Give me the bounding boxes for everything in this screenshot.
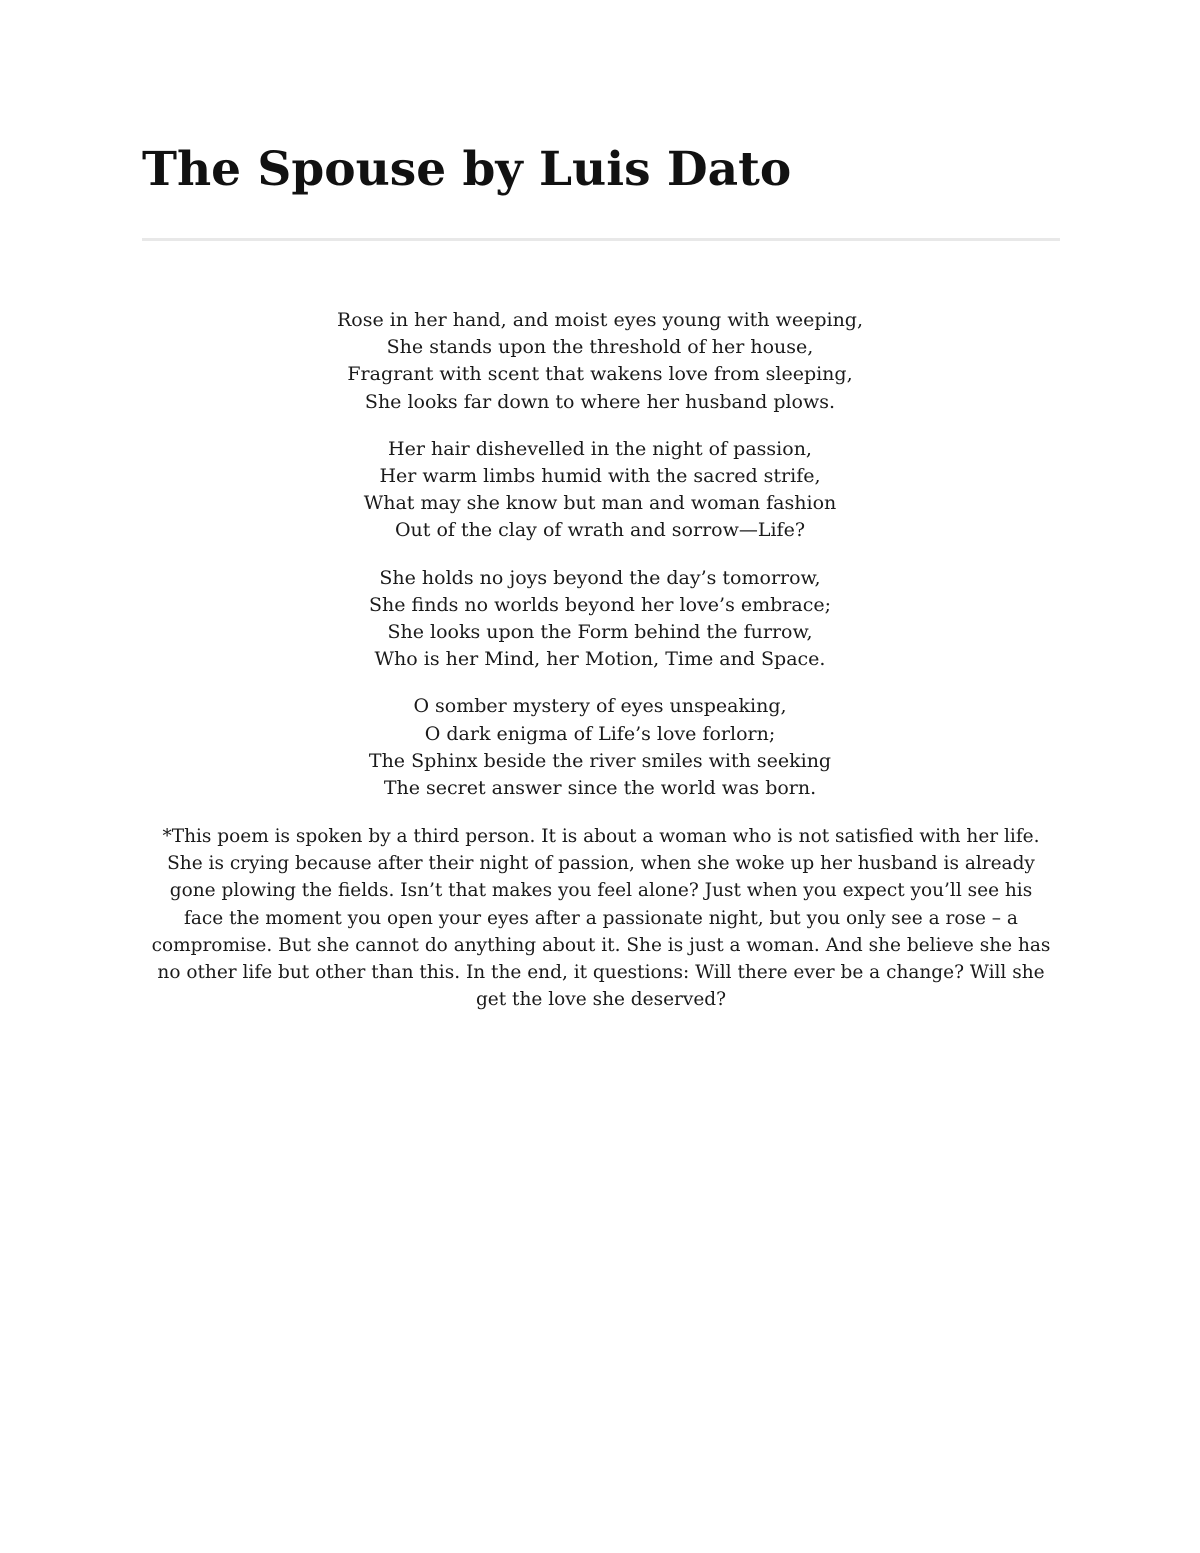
poem-line: She looks upon the Form behind the furrow, xyxy=(387,621,813,644)
poem-line: She finds no worlds beyond her love’s embrace; xyxy=(369,593,831,616)
poem-line: Fragrant with scent that wakens love from sleeping, xyxy=(347,363,853,386)
poem-line: Who is her Mind, her Motion, Time and Space. xyxy=(374,648,826,671)
poem-line: Her warm limbs humid with the sacred strife, xyxy=(379,465,821,488)
poem-line: Rose in her hand, and moist eyes young with weeping, xyxy=(336,309,864,331)
poem-line: Out of the clay of wrath and sorrow—Life? xyxy=(394,519,806,542)
poem-line: She stands upon the threshold of her house, xyxy=(386,336,814,359)
poem-analysis-note: *This poem is spoken by a third person. It is about a woman who is not satisfied with her life. She is crying because after their night of passion, when she woke up her husband is already gone plowing the fields. Isn’t that makes you feel alone? Just when you expect you’ll see his face the moment you open your eyes after a passionate night, but you only see a rose – a compromise. But she cannot do anything about it. She is just a woman. And she believe she has no other life but other than this. In the end, it questions: Will there ever be a change? Will she get the love she deserved? xyxy=(151,826,1051,1011)
stanza xyxy=(190,436,1010,545)
title-divider xyxy=(142,238,1060,241)
poem-line: Her hair dishevelled in the night of passion, xyxy=(388,437,812,460)
stanza xyxy=(190,307,1010,416)
poem-line: O dark enigma of Life’s love forlorn; xyxy=(424,722,776,745)
stanza xyxy=(190,565,1010,674)
stanza xyxy=(190,693,1010,802)
poem-line: The secret answer since the world was born. xyxy=(383,777,817,800)
page-title: The Spouse by Luis Dato xyxy=(142,142,792,197)
poem-line: O somber mystery of eyes unspeaking, xyxy=(413,695,787,718)
poem-line: The Sphinx beside the river smiles with seeking xyxy=(368,749,832,772)
poem-body xyxy=(190,307,1010,822)
poem-line: She holds no joys beyond the day’s tomorrow, xyxy=(379,566,821,589)
poem-line: What may she know but man and woman fashion xyxy=(363,492,837,515)
poem-line: She looks far down to where her husband plows. xyxy=(364,390,836,413)
